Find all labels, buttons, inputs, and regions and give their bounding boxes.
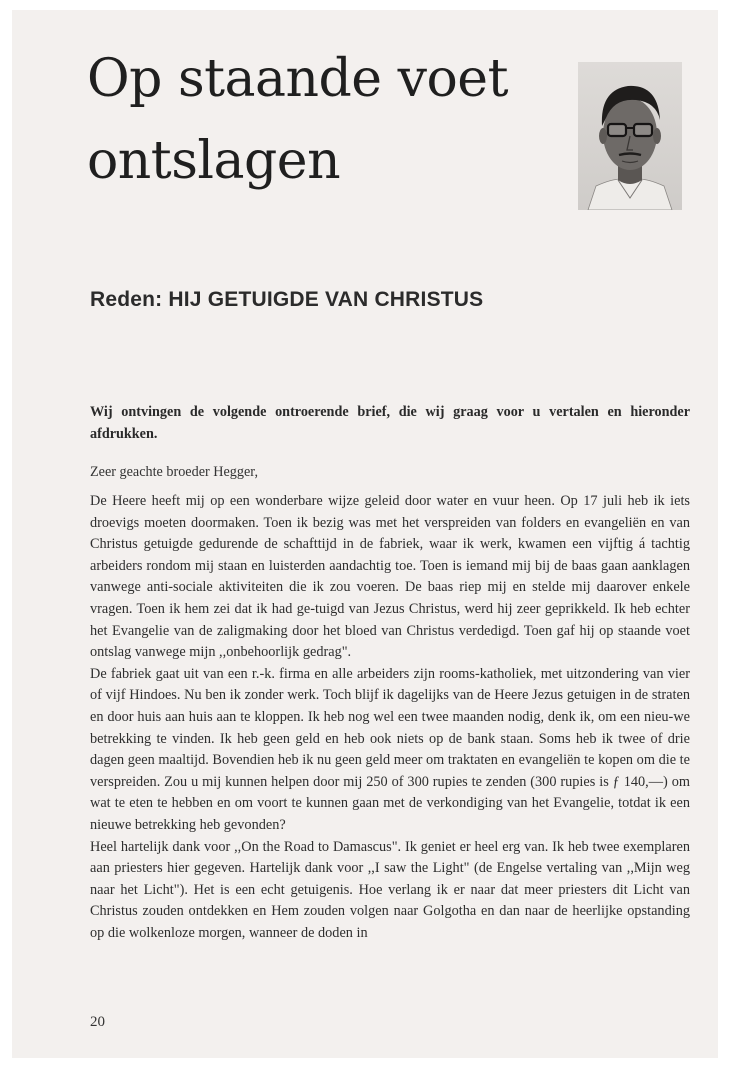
- article-subtitle: Reden: HIJ GETUIGDE VAN CHRISTUS: [90, 288, 484, 311]
- letter-paragraph-2: De fabriek gaat uit van een r.-k. firma en alle arbeiders zijn rooms-katholiek, met uitzondering van vier of vijf Hindoes. Nu ben ik zonder werk. Toch blijf ik dagelijks van de Heere Jezus getuigen in de straten en door huis aan huis aan te kloppen. Ik heb nog wel een twee maanden nodig, denk ik, om een nieu-we betrekking te vinden. Ik heb geen geld en heb ook niets op de bank staan. Soms heb ik twee of drie dagen geen maaltijd. Bovendien heb ik nu geen geld meer om traktaten en evangeliën te kopen om die te verspreiden. Zou u mij kunnen helpen door mij 250 of 300 rupies te zenden (300 rupies is ƒ 140,—) om wat te eten te hebben en om voort te kunnen gaan met de verkondiging van het Evangelie, totdat ik een nieuwe betrekking heb gevonden?: [90, 665, 690, 833]
- magazine-page: [12, 10, 718, 1058]
- intro-paragraph: Wij ontvingen de volgende ontroerende brief, die wij graag voor u vertalen en hieronder afdrukken.: [90, 404, 690, 442]
- author-portrait-photo: [578, 62, 682, 210]
- letter-body: [90, 491, 690, 944]
- title-line-2: ontslagen: [87, 131, 341, 191]
- page-number: 20: [90, 1014, 105, 1030]
- title-line-1: Op staande voet: [87, 49, 508, 109]
- letter-paragraph-1: De Heere heeft mij op een wonderbare wijze geleid door water en vuur heen. Op 17 juli heb ik iets droevigs moeten doormaken. Toen ik bezig was met het verspreiden van folders en evangeliën en van Christus getuigde gedurende de schafttijd in de fabriek, waar ik werk, kwamen een vijftig á tachtig arbeiders rondom mij staan en luisterden aandachtig toe. Toen is iemand mij bij de baas gaan aanklagen vanwege anti-sociale aktiviteiten die ik zou voeren. De baas riep mij en stelde mij daarover enkele vragen. Toen ik hem zei dat ik had ge-tuigd van Jezus Christus, werd hij zeer geprikkeld. Ik heb echter het Evangelie van de zaligmaking door het bloed van Christus verdedigd. Toen gaf hij op staande voet ontslag vanwege mijn ,,onbehoorlijk gedrag".: [90, 493, 690, 661]
- letter-paragraph-3: Heel hartelijk dank voor ,,On the Road to Damascus". Ik geniet er heel erg van. Ik heb twee exemplaren aan priesters hier gegeven. Hartelijk dank voor ,,I saw the Light" (de Engelse vertaling van ,,Mijn weg naar het Licht"). Het is een echt getuigenis. Hoe verlang ik er naar dat meer priesters dit Licht van Christus zouden ontdekken en Hem zouden volgen naar Golgotha en dan naar de heerlijke opstanding op die wolkenloze morgen, wanneer de doden in: [90, 838, 690, 941]
- article-title: [87, 38, 508, 202]
- portrait-illustration: [578, 62, 682, 210]
- letter-salutation: Zeer geachte broeder Hegger,: [90, 464, 258, 480]
